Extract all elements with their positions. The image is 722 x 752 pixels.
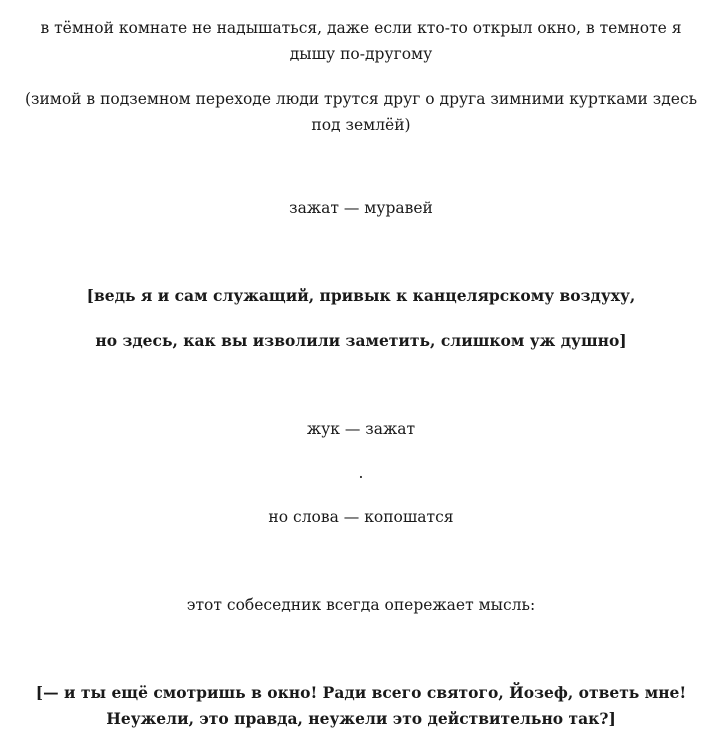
quote1-line2: но здесь, как вы изволили заметить, слишком уж душно]: [95, 331, 627, 350]
stanza2-line1: (зимой в подземном переходе люди трутся друг о друга зимними куртками здесь: [24, 90, 698, 108]
line-beetle: жук — зажат: [306, 420, 416, 438]
stanza1-line2: дышу по-другому: [289, 45, 433, 63]
line-words: но слова — копошатся: [268, 508, 454, 526]
stanza1-line1: в тёмной комнате не надышаться, даже если кто-то открыл окно, в темноте я: [40, 19, 682, 37]
quote1-line1: [ведь я и сам служащий, привык к канцелярскому воздуху,: [86, 286, 636, 305]
quote2-line2: Неужели, это правда, неужели это действительно так?]: [106, 709, 616, 728]
line-interlocutor: этот собеседник всегда опережает мысль:: [186, 596, 536, 614]
line-ant: зажат — муравей: [289, 199, 433, 217]
stanza2-line2: под землёй): [311, 116, 411, 134]
separator-dot: .: [358, 464, 364, 482]
quote2-line1: [— и ты ещё смотришь в окно! Ради всего святого, Йозеф, ответь мне!: [35, 683, 687, 702]
